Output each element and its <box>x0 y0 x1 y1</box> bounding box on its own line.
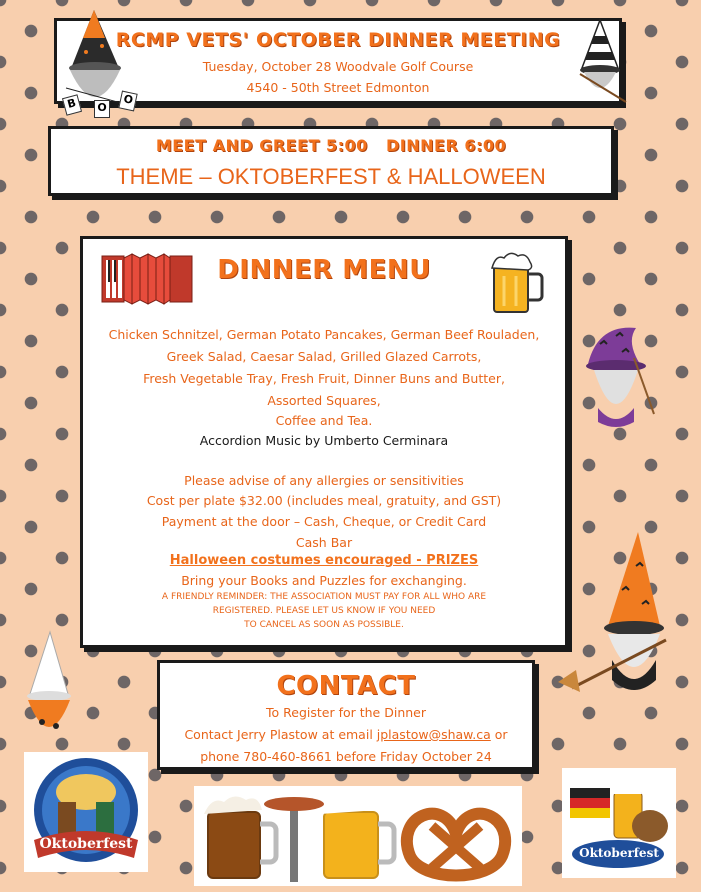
reminder-line: REGISTERED. PLEASE LET US KNOW IF YOU NEED <box>212 606 436 616</box>
register-note: To Register for the Dinner <box>266 705 426 720</box>
boo-letter: B <box>62 94 82 116</box>
theme-text: THEME – OKTOBERFEST & HALLOWEEN <box>116 164 546 189</box>
food-strip <box>194 786 522 886</box>
oktoberfest-emblem-icon <box>24 752 148 872</box>
beer-sausage-pretzel-icon <box>194 786 522 886</box>
gnome-witch-icon <box>578 318 664 434</box>
contact-prefix: Contact Jerry Plastow at email <box>184 727 377 742</box>
gnome-striped-icon <box>572 18 628 104</box>
menu-item: Fresh Vegetable Tray, Fresh Fruit, Dinner Buns and Butter, <box>143 371 505 386</box>
boo-letter: O <box>94 100 110 118</box>
phone-line: phone 780-460-8661 before Friday October 24 <box>200 749 492 764</box>
bar-note: Cash Bar <box>295 535 353 550</box>
beer-mug-icon <box>488 250 546 318</box>
oktoberfest-badge-right <box>562 768 676 878</box>
contact-title: CONTACT <box>276 671 416 701</box>
costume-note: Halloween costumes encouraged - PRIZES <box>169 553 479 568</box>
accordion-icon <box>100 246 194 312</box>
contact-line <box>160 727 532 742</box>
boo-banner <box>60 90 140 118</box>
books-note: Bring your Books and Puzzles for exchanging. <box>181 573 467 588</box>
event-date-venue: Tuesday, October 28 Woodvale Golf Course <box>202 59 474 74</box>
gnome-white-icon <box>16 630 80 740</box>
oktoberfest-flag-icon <box>562 768 676 878</box>
menu-title: DINNER MENU <box>217 255 431 285</box>
email-link[interactable]: jplastow@shaw.ca <box>376 727 491 742</box>
cost-note: Cost per plate $32.00 (includes meal, gratuity, and GST) <box>146 493 502 508</box>
oktoberfest-badge-left <box>24 752 148 872</box>
oktoberfest-badge-text: Oktoberfest <box>579 846 659 860</box>
reminder-line: A FRIENDLY REMINDER: THE ASSOCIATION MUST PAY FOR ALL WHO ARE <box>161 592 487 602</box>
music-credit: Accordion Music by Umberto Cerminara <box>199 433 449 448</box>
menu-item: Greek Salad, Caesar Salad, Grilled Glazed Carrots, <box>166 349 482 364</box>
contact-box <box>157 660 535 770</box>
allergy-note: Please advise of any allergies or sensitivities <box>184 473 464 488</box>
contact-suffix: or <box>490 727 508 742</box>
menu-item: Coffee and Tea. <box>275 413 373 428</box>
schedule-box <box>48 126 614 196</box>
schedule-times: MEET AND GREET 5:00 DINNER 6:00 <box>155 136 507 155</box>
payment-note: Payment at the door – Cash, Cheque, or Credit Card <box>161 514 487 529</box>
boo-letter: O <box>118 91 137 112</box>
event-title: RCMP VETS' OCTOBER DINNER MEETING <box>115 29 561 51</box>
reminder-line: TO CANCEL AS SOON AS POSSIBLE. <box>244 620 404 630</box>
menu-item: Assorted Squares, <box>267 393 381 408</box>
event-address: 4540 - 50th Street Edmonton <box>246 80 430 95</box>
menu-item: Chicken Schnitzel, German Potato Pancakes, German Beef Rouladen, <box>108 327 540 342</box>
oktoberfest-badge-text: Oktoberfest <box>39 836 133 852</box>
gnome-broom-icon <box>556 530 676 700</box>
